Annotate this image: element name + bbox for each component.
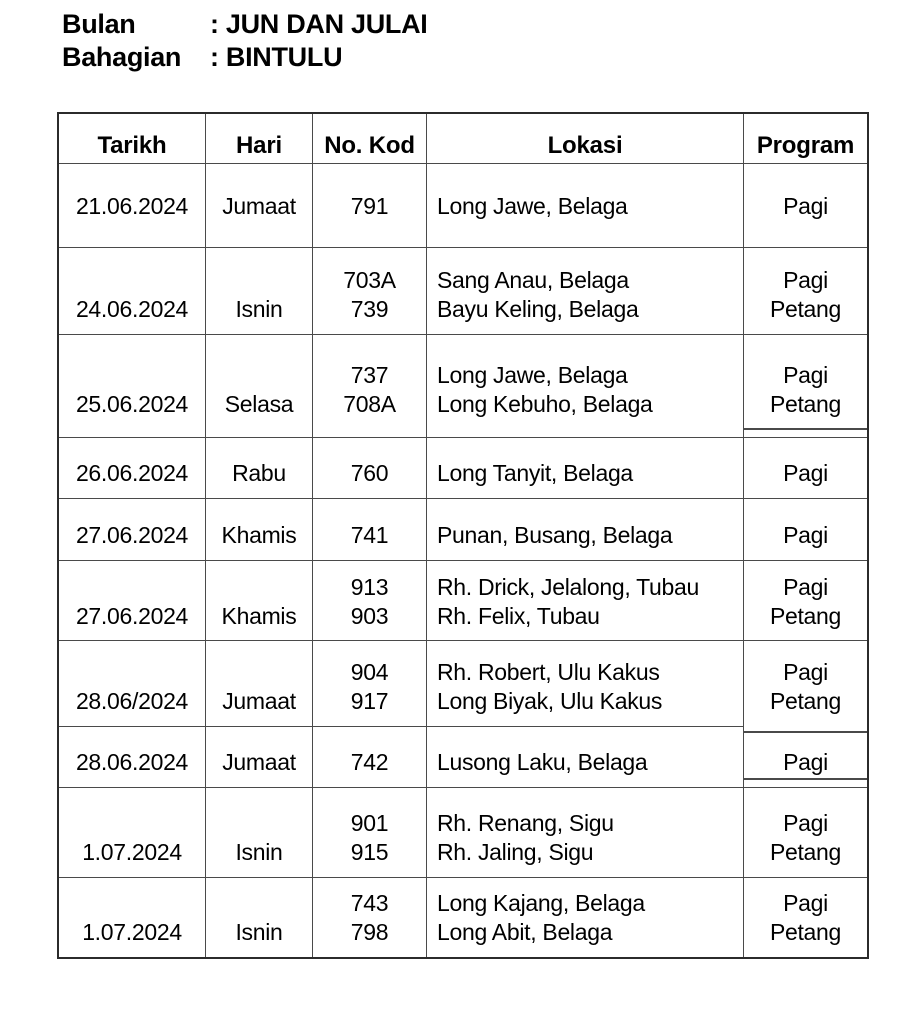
cell-program bbox=[743, 560, 867, 640]
table-row bbox=[59, 163, 867, 247]
cell-tarikh: 1.07.2024 bbox=[59, 877, 205, 957]
cell-tarikh: 25.06.2024 bbox=[59, 334, 205, 437]
document-header bbox=[62, 8, 428, 74]
cell-line: Pagi bbox=[783, 522, 828, 548]
cell-line: Long Biyak, Ulu Kakus bbox=[437, 688, 663, 714]
bulan-row bbox=[62, 8, 428, 41]
cell-lokasi bbox=[426, 334, 743, 437]
cell-program bbox=[743, 334, 867, 437]
cell-lokasi bbox=[426, 787, 743, 877]
table-row bbox=[59, 334, 867, 437]
cell-lokasi bbox=[426, 247, 743, 334]
cell-tarikh: 1.07.2024 bbox=[59, 787, 205, 877]
cell-line: Petang bbox=[769, 839, 842, 865]
cell-line: 913 bbox=[350, 574, 389, 600]
cell-line: 904 bbox=[350, 659, 389, 685]
cell-kod bbox=[312, 334, 426, 437]
cell-line: Pagi bbox=[783, 749, 828, 775]
cell-line: 901 bbox=[350, 810, 389, 836]
table-row bbox=[59, 247, 867, 334]
cell-line: Petang bbox=[769, 296, 842, 322]
cell-tarikh: 28.06/2024 bbox=[59, 640, 205, 726]
cell-kod bbox=[312, 726, 426, 787]
cell-line: Petang bbox=[769, 603, 842, 629]
cell-line: Long Kajang, Belaga bbox=[437, 890, 645, 916]
cell-line: Rh. Drick, Jelalong, Tubau bbox=[437, 574, 699, 600]
table-row bbox=[59, 560, 867, 640]
cell-line: Pagi bbox=[783, 574, 828, 600]
cell-line: Petang bbox=[769, 688, 842, 714]
table-row bbox=[59, 726, 867, 787]
cell-line: Long Abit, Belaga bbox=[437, 919, 613, 945]
cell-line: 798 bbox=[350, 919, 389, 945]
cell-line: Pagi bbox=[783, 267, 828, 293]
cell-kod bbox=[312, 247, 426, 334]
cell-hari: Rabu bbox=[205, 437, 312, 498]
cell-line: Rh. Felix, Tubau bbox=[437, 603, 600, 629]
cell-line: 708A bbox=[343, 391, 396, 417]
cell-kod bbox=[312, 877, 426, 957]
table-row bbox=[59, 877, 867, 957]
cell-hari: Selasa bbox=[205, 334, 312, 437]
cell-kod bbox=[312, 640, 426, 726]
cell-line: Pagi bbox=[783, 890, 828, 916]
cell-lokasi bbox=[426, 640, 743, 726]
cell-line: Rh. Renang, Sigu bbox=[437, 810, 614, 836]
cell-hari: Isnin bbox=[205, 787, 312, 877]
cell-hari: Jumaat bbox=[205, 640, 312, 726]
cell-line: Rh. Robert, Ulu Kakus bbox=[437, 659, 660, 685]
cell-kod bbox=[312, 437, 426, 498]
cell-lokasi bbox=[426, 498, 743, 560]
cell-hari: Isnin bbox=[205, 247, 312, 334]
cell-line: Long Tanyit, Belaga bbox=[437, 460, 633, 486]
cell-program bbox=[743, 640, 867, 726]
bahagian-value: : BINTULU bbox=[210, 42, 343, 72]
cell-program bbox=[743, 877, 867, 957]
cell-line: Bayu Keling, Belaga bbox=[437, 296, 639, 322]
cell-lokasi bbox=[426, 437, 743, 498]
cell-lokasi bbox=[426, 163, 743, 247]
cell-hari: Jumaat bbox=[205, 726, 312, 787]
cell-line: Pagi bbox=[783, 810, 828, 836]
cell-line: Rh. Jaling, Sigu bbox=[437, 839, 594, 865]
bahagian-label: Bahagian bbox=[62, 42, 182, 72]
cell-kod bbox=[312, 163, 426, 247]
table-row bbox=[59, 787, 867, 877]
cell-line: Pagi bbox=[783, 193, 828, 219]
cell-line: 791 bbox=[350, 193, 389, 219]
table-row bbox=[59, 498, 867, 560]
cell-kod bbox=[312, 560, 426, 640]
bulan-label: Bulan bbox=[62, 9, 136, 39]
header-cell-program: Program bbox=[743, 114, 867, 163]
cell-program bbox=[743, 726, 867, 787]
cell-program bbox=[743, 163, 867, 247]
table-header-row bbox=[59, 114, 867, 163]
header-cell-kod: No. Kod bbox=[312, 114, 426, 163]
cell-hari: Khamis bbox=[205, 560, 312, 640]
cell-hari: Isnin bbox=[205, 877, 312, 957]
cell-line: Punan, Busang, Belaga bbox=[437, 522, 673, 548]
cell-line: 760 bbox=[350, 460, 389, 486]
cell-lokasi bbox=[426, 877, 743, 957]
cell-line: 737 bbox=[350, 362, 389, 388]
cell-line: Long Jawe, Belaga bbox=[437, 193, 628, 219]
cell-line: Petang bbox=[769, 919, 842, 945]
cell-line: Pagi bbox=[783, 460, 828, 486]
cell-program bbox=[743, 498, 867, 560]
table-row bbox=[59, 640, 867, 726]
cell-lokasi bbox=[426, 560, 743, 640]
cell-line: 743 bbox=[350, 890, 389, 916]
cell-lokasi bbox=[426, 726, 743, 787]
schedule-table bbox=[57, 112, 869, 959]
cell-line: 741 bbox=[350, 522, 389, 548]
cell-line: 703A bbox=[343, 267, 396, 293]
cell-line: Sang Anau, Belaga bbox=[437, 267, 629, 293]
cell-kod bbox=[312, 787, 426, 877]
cell-tarikh: 28.06.2024 bbox=[59, 726, 205, 787]
cell-tarikh: 21.06.2024 bbox=[59, 163, 205, 247]
cell-program bbox=[743, 437, 867, 498]
cell-kod bbox=[312, 498, 426, 560]
header-cell-hari: Hari bbox=[205, 114, 312, 163]
cell-tarikh: 26.06.2024 bbox=[59, 437, 205, 498]
cell-line: Petang bbox=[769, 391, 842, 417]
cell-line: Pagi bbox=[783, 362, 828, 388]
bulan-value: : JUN DAN JULAI bbox=[210, 9, 428, 39]
cell-program bbox=[743, 787, 867, 877]
cell-line: Lusong Laku, Belaga bbox=[437, 749, 648, 775]
header-cell-lokasi: Lokasi bbox=[426, 114, 743, 163]
table-row bbox=[59, 437, 867, 498]
bahagian-row bbox=[62, 41, 428, 74]
cell-tarikh: 27.06.2024 bbox=[59, 498, 205, 560]
cell-line: 739 bbox=[350, 296, 389, 322]
cell-tarikh: 24.06.2024 bbox=[59, 247, 205, 334]
cell-tarikh: 27.06.2024 bbox=[59, 560, 205, 640]
cell-line: Pagi bbox=[783, 659, 828, 685]
cell-line: 903 bbox=[350, 603, 389, 629]
cell-line: 742 bbox=[350, 749, 389, 775]
header-cell-tarikh: Tarikh bbox=[97, 132, 167, 159]
cell-line: Long Jawe, Belaga bbox=[437, 362, 628, 388]
cell-line: Long Kebuho, Belaga bbox=[437, 391, 653, 417]
cell-line: 917 bbox=[350, 688, 389, 714]
cell-hari: Jumaat bbox=[205, 163, 312, 247]
cell-line: 915 bbox=[350, 839, 389, 865]
cell-program bbox=[743, 247, 867, 334]
cell-hari: Khamis bbox=[205, 498, 312, 560]
